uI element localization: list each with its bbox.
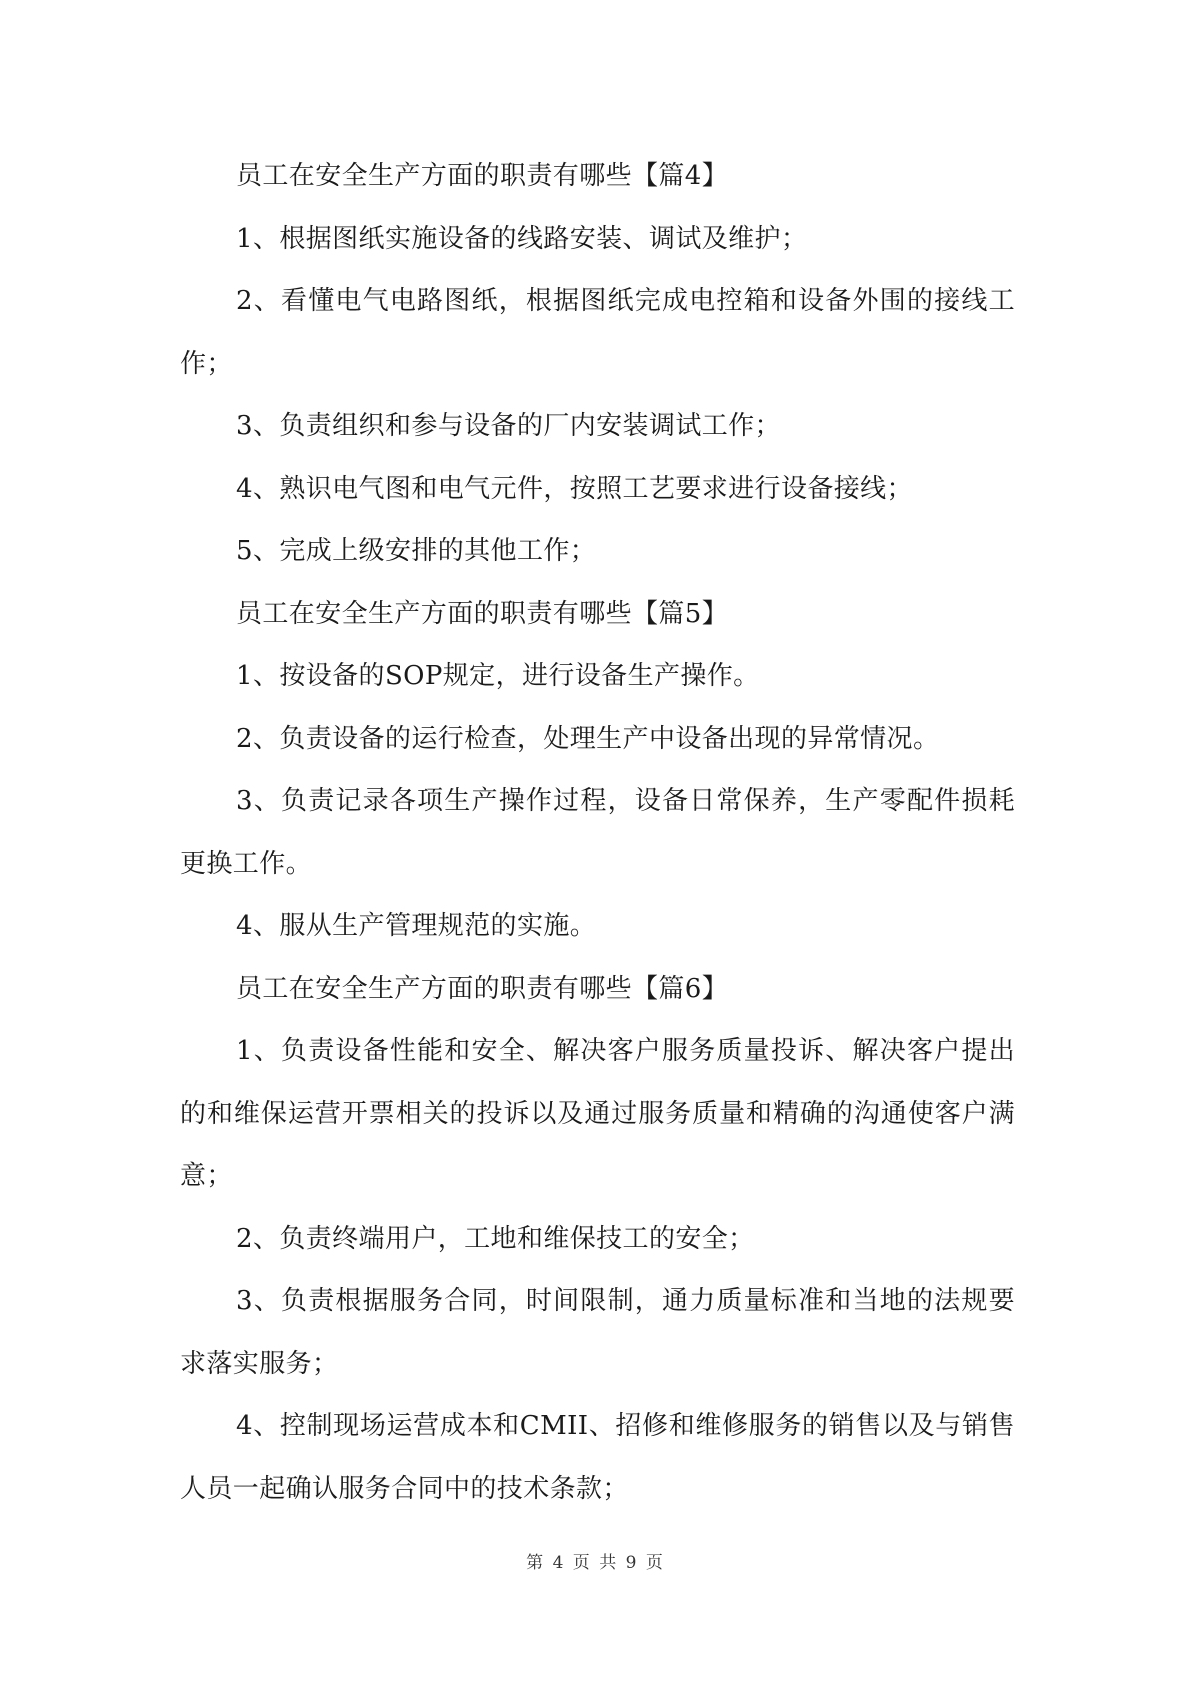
document-body [180, 145, 1015, 1520]
paragraph: 2、负责设备的运行检查，处理生产中设备出现的异常情况。 [236, 723, 940, 754]
paragraph: 4、熟识电气图和电气元件，按照工艺要求进行设备接线； [236, 473, 913, 504]
page-number-footer: 第 4 页 共 9 页 [526, 1553, 665, 1573]
paragraph: 1、根据图纸实施设备的线路安装、调试及维护； [236, 223, 808, 254]
paragraph: 2、负责终端用户，工地和维保技工的安全； [236, 1223, 755, 1254]
paragraph: 1、负责设备性能和安全、解决客户服务质量投诉、解决客户提出的和维保运营开票相关的投诉以及通过服务质量和精确的沟通使客户满意； [180, 1036, 1015, 1191]
paragraph: 4、服从生产管理规范的实施。 [236, 911, 597, 941]
paragraph: 3、负责根据服务合同，时间限制，通力质量标准和当地的法规要求落实服务； [180, 1286, 1015, 1379]
paragraph: 3、负责组织和参与设备的厂内安装调试工作； [236, 411, 781, 441]
section-heading-5: 员工在安全生产方面的职责有哪些【篇5】 [236, 598, 729, 629]
paragraph: 4、控制现场运营成本和CMII、招修和维修服务的销售以及与销售人员一起确认服务合同中的技术条款； [180, 1411, 1015, 1504]
paragraph: 3、负责记录各项生产操作过程，设备日常保养，生产零配件损耗更换工作。 [180, 786, 1015, 879]
paragraph: 1、按设备的SOP规定，进行设备生产操作。 [236, 661, 760, 691]
section-heading-4: 员工在安全生产方面的职责有哪些【篇4】 [236, 161, 729, 191]
section-heading-6: 员工在安全生产方面的职责有哪些【篇6】 [236, 973, 729, 1004]
paragraph: 2、看懂电气电路图纸，根据图纸完成电控箱和设备外围的接线工作； [180, 286, 1015, 379]
paragraph: 5、完成上级安排的其他工作； [236, 536, 597, 566]
